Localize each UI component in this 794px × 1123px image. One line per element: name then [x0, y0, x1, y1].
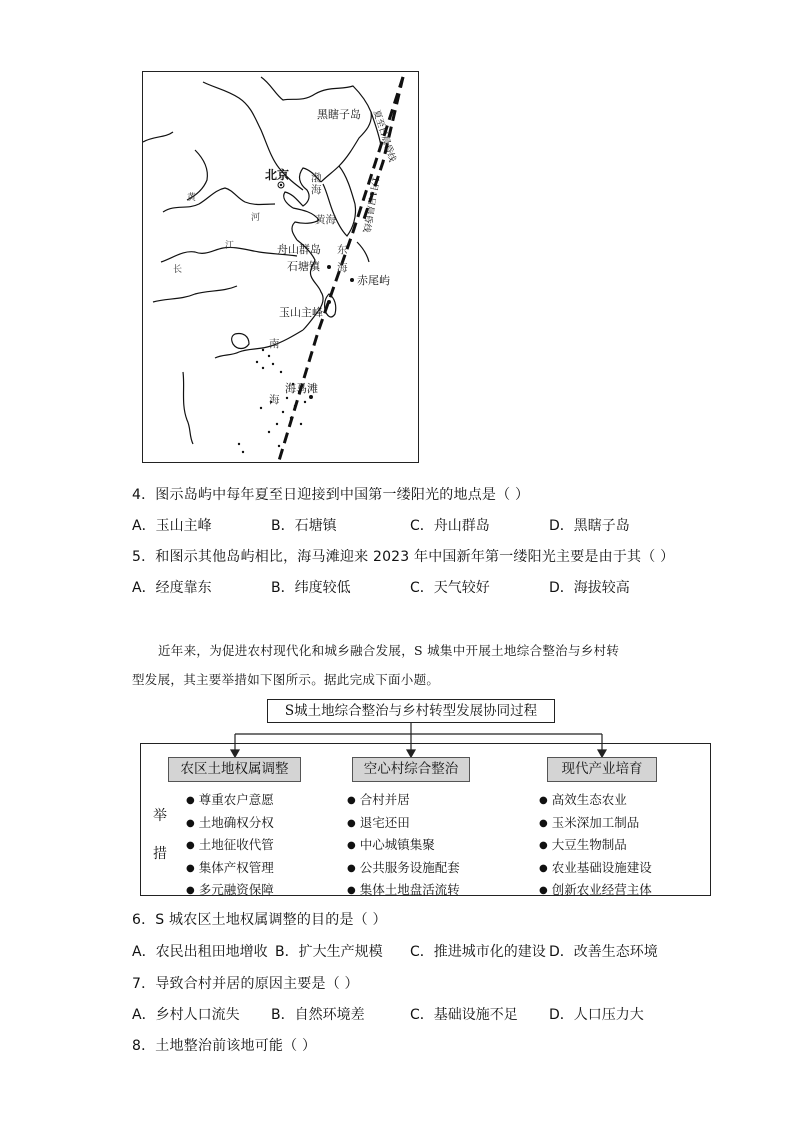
q6-option-a[interactable]: A．农民出租田地增收	[132, 944, 268, 960]
category-land-rights: 农区土地权属调整	[168, 757, 301, 782]
list-land-rights	[186, 790, 274, 903]
list-item: ● 中心城镇集聚	[347, 835, 460, 858]
jan1-terminator-label: 1月1日晨昏线	[360, 175, 381, 234]
map-figure	[142, 71, 419, 463]
q6-option-d[interactable]: D．改善生态环境	[549, 944, 658, 960]
list-item: ● 玉米深加工制品	[539, 813, 652, 836]
intro-line-1: 近年来，为促进农村现代化和城乡融合发展，S 城集中开展土地综合整治与乡村转	[158, 643, 620, 658]
list-item: ● 农业基础设施建设	[539, 858, 652, 881]
list-item: ● 集体产权管理	[186, 858, 274, 881]
sea-label-nan: 南	[269, 338, 280, 350]
list-hollow-village	[347, 790, 460, 903]
map-label-zhoushan: 舟山群岛	[277, 243, 321, 256]
question-5: 5．和图示其他岛屿相比，海马滩迎来 2023 年中国新年第一缕阳光主要是由于其（ ）	[132, 549, 675, 565]
category-modern-industry: 现代产业培育	[547, 757, 657, 782]
map-label-heixiazi: 黑瞎子岛	[317, 108, 361, 121]
q4-option-b[interactable]: B．石塘镇	[271, 518, 337, 534]
q6-option-b[interactable]: B．扩大生产规模	[275, 944, 383, 960]
question-8: 8．土地整治前该地可能（ ）	[132, 1038, 317, 1054]
q4-option-d[interactable]: D．黑瞎子岛	[549, 518, 630, 534]
sea-label-nan-hai: 海	[269, 394, 280, 406]
q5-option-a[interactable]: A．经度靠东	[132, 580, 212, 596]
map-label-shitang: 石塘镇	[287, 260, 320, 273]
list-item: ● 尊重农户意愿	[186, 790, 274, 813]
map-label-haimatan: 海马滩	[285, 382, 318, 395]
q5-option-b[interactable]: B．纬度较低	[271, 580, 351, 596]
river-label-jiang: 江	[225, 241, 235, 251]
sea-label-dong-hai: 海	[337, 262, 348, 274]
q7-option-a[interactable]: A．乡村人口流失	[132, 1007, 240, 1023]
question-6: 6．S 城农区土地权属调整的目的是（ ）	[132, 912, 387, 928]
side-label-cuo: 措	[153, 846, 167, 862]
diagram-title: S城土地综合整治与乡村转型发展协同过程	[267, 699, 555, 723]
list-item: ● 合村并居	[347, 790, 460, 813]
river-label-huang: 黄	[187, 193, 197, 203]
q7-option-c[interactable]: C．基础设施不足	[410, 1007, 518, 1023]
list-item: ● 土地确权分权	[186, 813, 274, 836]
list-item: ● 多元融资保障	[186, 880, 274, 903]
q7-option-b[interactable]: B．自然环境差	[271, 1007, 365, 1023]
map-label-yushan: 玉山主峰	[279, 306, 323, 319]
list-item: ● 高效生态农业	[539, 790, 652, 813]
q5-option-d[interactable]: D．海拔较高	[549, 580, 630, 596]
sea-label-bo: 渤	[311, 172, 322, 184]
side-label-ju: 举	[153, 808, 167, 824]
list-item: ● 大豆生物制品	[539, 835, 652, 858]
list-item: ● 土地征收代管	[186, 835, 274, 858]
question-4: 4．图示岛屿中每年夏至日迎接到中国第一缕阳光的地点是（ ）	[132, 487, 530, 503]
sea-label-huanghai: 黄海	[315, 214, 336, 226]
list-item: ● 退宅还田	[347, 813, 460, 836]
q7-option-d[interactable]: D．人口压力大	[549, 1007, 644, 1023]
river-label-chang: 长	[173, 265, 183, 275]
river-label-he: 河	[251, 213, 261, 223]
list-item: ● 创新农业经营主体	[539, 880, 652, 903]
category-hollow-village: 空心村综合整治	[352, 757, 470, 782]
q6-option-c[interactable]: C．推进城市化的建设	[410, 944, 546, 960]
intro-line-2: 型发展，其主要举措如下图所示。据此完成下面小题。	[132, 672, 440, 687]
map-label-beijing: 北京	[265, 168, 290, 182]
list-item: ● 集体土地盘活流转	[347, 880, 460, 903]
list-item: ● 公共服务设施配套	[347, 858, 460, 881]
sea-label-dong: 东	[337, 244, 348, 256]
q4-option-c[interactable]: C．舟山群岛	[410, 518, 490, 534]
question-7: 7．导致合村并居的原因主要是（ ）	[132, 976, 359, 992]
q5-option-c[interactable]: C．天气较好	[410, 580, 490, 596]
sea-label-bo2: 海	[311, 184, 322, 196]
q4-option-a[interactable]: A．玉山主峰	[132, 518, 212, 534]
summer-terminator-label: 夏至日晨昏线	[370, 108, 397, 164]
map-label-chiwei: 赤尾屿	[357, 274, 390, 287]
list-modern-industry	[539, 790, 652, 903]
